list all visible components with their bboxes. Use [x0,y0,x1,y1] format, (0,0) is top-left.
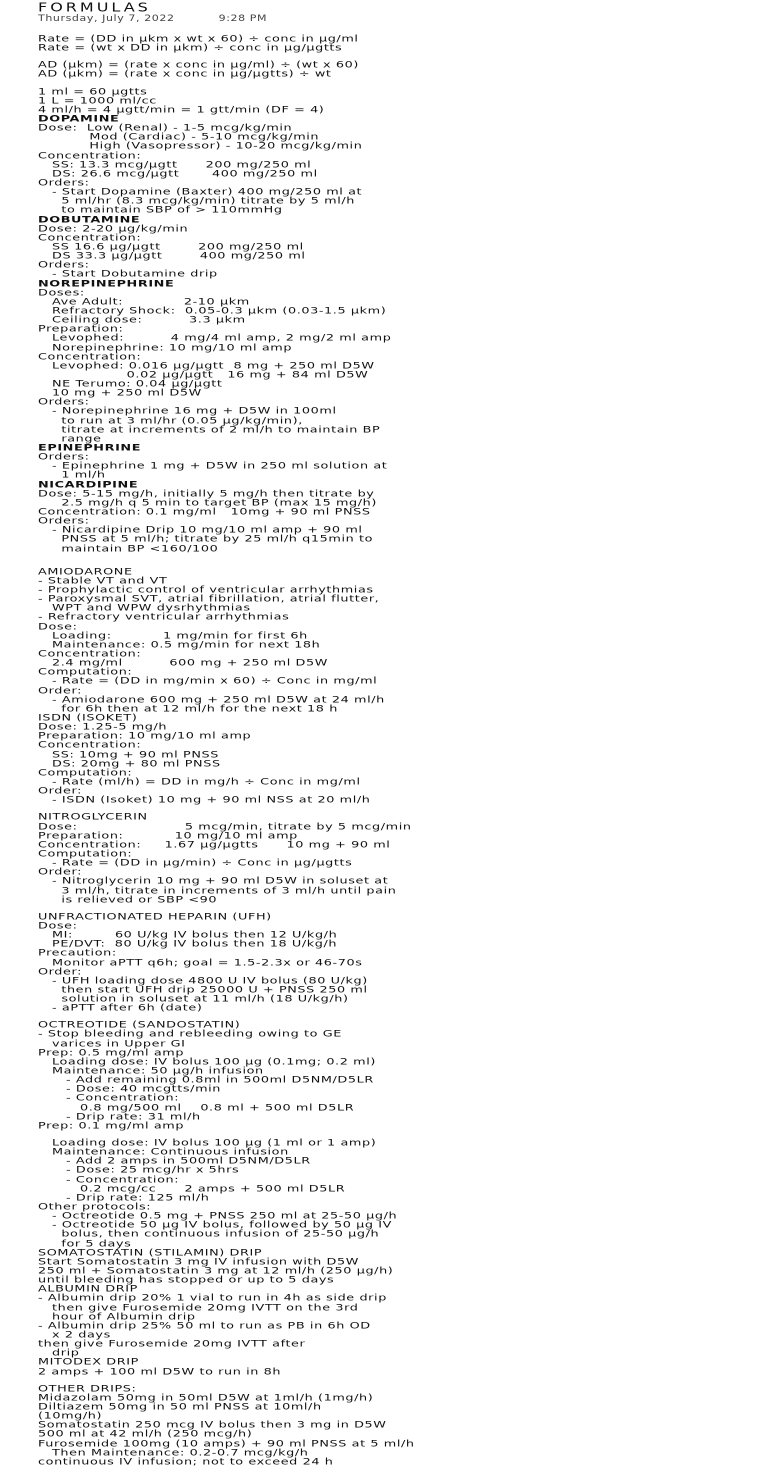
note-line: 3 ml/h, titrate in increments of 3 ml/h until pain [38,885,397,896]
note-line: Concentration: [38,232,142,243]
note-line: Order: [38,685,83,696]
note-line: bolus, then continuous infusion of 25-50 μg/h [38,1229,380,1240]
note-line: - Stop bleeding and rebleeding owing to GE [38,1029,342,1040]
note-line: AMIODARONE [38,566,133,577]
note-line: Orders: [38,177,90,189]
note-line: Computation: [38,848,133,860]
note-line: Order: [38,867,83,878]
note-line: - Amiodarone 600 mg + 250 ml D5W at 24 ml/h [38,694,385,705]
note-line: (10mg/h) [38,1411,103,1422]
note-line: - Drip rate: 31 ml/h [38,1111,201,1122]
note-timestamp [38,14,740,24]
note-line: - Add 2 amps in 500ml D5NM/D5LR [38,1156,311,1167]
note-line: Then Maintenance: 0.2-0.7 mcg/kg/h [38,1447,309,1458]
note-line: - Rate = (DD in mg/min x 60) ÷ Conc in mg/ml [38,676,378,687]
note-line: 500 ml at 42 ml/h (250 mcg/h) [38,1429,253,1440]
note-title: FORMULAS [38,0,151,15]
note-line: Computation: [38,767,133,778]
note-line: Refractory Shock: 0.05-0.3 μkm (0.03-1.5 μkm) [38,305,387,317]
note-line: Maintenance: 50 μg/h infusion [38,1066,264,1077]
note-line: Dose: [38,621,78,632]
section-heading: EPINEPHRINE [38,443,142,454]
note-line: Rate = (wt x DD in μkm) ÷ conc in μg/μgtts [38,43,343,54]
note-line: SOMATOSTATIN (STILAMIN) DRIP [38,1247,263,1258]
note-line: then give Furosemide 20mg IVTT after [38,1339,306,1350]
note-line: 1 L = 1000 ml/cc [38,95,157,106]
note-line: - Drip rate: 125 ml/h [38,1192,210,1204]
note-line: Rate = (DD in μkm x wt x 60) ÷ conc in μg/ml [38,33,359,45]
note-line: AD (μkm) = (rate x conc in μg/ml) ÷ (wt x 60) [38,60,359,71]
note-line: - Epinephrine 1 mg + D5W in 250 ml solution at [38,461,388,472]
note-line: then give Furosemide 20mg IVTT on the 3rd [38,1302,359,1313]
note-line: Preparation: 10 mg/10 ml amp [38,731,252,742]
note-line: Furosemide 100mg (10 amps) + 90 ml PNSS at 5 ml/h [38,1438,415,1449]
note-line: - Start Dobutamine drip [38,269,218,280]
note-line: Orders: [38,516,90,527]
note-line: ALBUMIN DRIP [38,1284,138,1295]
note-line: solution in soluset at 11 ml/h (18 U/kg/h) [38,994,349,1005]
note-line: - Concentration: [38,1093,180,1104]
line-spacer [38,1378,740,1386]
note-line: - Start Dopamine (Baxter) 400 mg/250 ml at [38,187,363,198]
note-line: maintain BP <160/100 [38,543,219,554]
note-line: 2.4 mg/ml 600 mg + 250 ml D5W [38,658,328,669]
note-line: NE Terumo: 0.04 μg/μgtt [38,379,223,390]
note-line: - Albumin drip 25% 50 ml to run as PB in 6h OD [38,1320,371,1332]
note-line: - Nitroglycerin 10 mg + 90 ml D5W in soluset at [38,876,389,887]
note-line: Levophed: 4 mg/4 ml amp, 2 mg/2 ml amp [38,333,392,344]
note-line: 1 ml/h [38,470,106,481]
note-line: 0.02 μg/μgtt 16 mg + 84 ml D5W [38,369,369,381]
note-line: Loading dose: IV bolus 100 μg (0.1mg; 0.2 ml) [38,1056,376,1068]
note-line: AD (μkm) = (rate x conc in μg/μgtts) ÷ wt [38,69,332,80]
note-line: Other protocols: [38,1201,152,1213]
note-line: - Octreotide 50 μg IV bolus, followed by 50 μg IV [38,1220,393,1231]
note-line: drip [38,1348,80,1359]
note-line: Preparation: [38,324,124,335]
note-line: Concentration: [38,740,142,751]
note-line: - aPTT after 6h (date) [38,1003,203,1014]
note-line: Orders: [38,397,90,408]
note-line: - Add remaining 0.8ml in 500ml D5NM/D5LR [38,1075,374,1086]
note-line: continuous IV infusion; not to exceed 24 h [38,1456,334,1467]
note-line: - Prophylactic control of ventricular arrhythmias [38,584,374,596]
note-line: Midazolam 50mg in 50ml D5W at 1ml/h (1mg/h) [38,1392,374,1403]
note-line: titrate at increments of 2 ml/h to maintain BP [38,424,381,435]
note-line: to maintain SBP of > 110mmHg [38,205,283,216]
note-line: - Octreotide 0.5 mg + PNSS 250 ml at 25-50 μg/h [38,1211,398,1222]
note-line: Concentration: [38,648,142,660]
note-line: - Albumin drip 20% 1 vial to run in 4h as side drip [38,1293,387,1304]
note-time: 9:28 PM [218,13,268,24]
note-line: 2 amps + 100 ml D5W to run in 8h [38,1366,282,1377]
note-line: MI: 60 U/kg IV bolus then 12 U/kg/h [38,930,338,941]
note-line: hour of Albumin drip [38,1311,196,1322]
section-heading: DOBUTAMINE [38,214,141,225]
note-line: Dose: 5 mcg/min, titrate by 5 mcg/min [38,821,412,832]
note-line: is relieved or SBP <90 [38,894,218,905]
note-line: - Stable VT and VT [38,575,168,587]
note-line: Maintenance: 0.5 mg/min for next 18h [38,639,321,651]
note-line: Monitor aPTT q6h; goal = 1.5-2.3x or 46-70s [38,957,363,968]
note-line: Somatostatin 250 mcg IV bolus then 3 mg in D5W [38,1420,387,1431]
note-line: - Refractory ventricular arrhythmias [38,612,290,623]
section-heading: NOREPINEPHRINE [38,278,175,289]
note-line: UNFRACTIONATED HEPARIN (UFH) [38,911,272,922]
note-line: Concentration: 1.67 μg/μgtts 10 mg + 90 ml [38,839,391,850]
note-line: - UFH loading dose 4800 U IV bolus (80 U/kg) [38,975,368,986]
note-line: Mod (Cardiac) - 5-10 mcg/kg/min [38,132,320,143]
note-line: - Dose: 40 mcgtts/min [38,1084,222,1095]
note-line: Concentration: 0.1 mg/ml 10mg + 90 ml PNSS [38,506,371,518]
note-line: Ceiling dose: 3.3 μkm [38,315,246,326]
note-line: Loading dose: IV bolus 100 μg (1 ml or 1 amp) [38,1137,377,1149]
note-line: Order: [38,786,83,797]
note-line: 1 ml = 60 μgtts [38,86,148,97]
note-line: until bleeding has stopped or up to 5 days [38,1275,335,1286]
note-line: Loading: 1 mg/min for first 6h [38,630,308,641]
note-line: SS 16.6 μg/μgtt 200 mg/250 ml [38,241,304,253]
note-line: Orders: [38,260,90,271]
note-line: DS: 20mg + 80 ml PNSS [38,758,221,769]
note-line: Concentration: [38,351,142,362]
note-line: SS: 13.3 mcg/μgtt 200 mg/250 ml [38,159,312,170]
note-line: Dose: 5-15 mg/h, initially 5 mg/h then titrate by [38,488,375,499]
note-line: Precaution: [38,948,117,959]
note-line: Orders: [38,452,90,463]
note-line: Diltiazem 50mg in 50 ml PNSS at 10ml/h [38,1401,322,1413]
note-line: Dose: 1.25-5 mg/h [38,722,168,733]
note-line: NITROGLYCERIN [38,812,148,823]
note-date: Thursday, July 7, 2022 [38,13,175,24]
note-line: Computation: [38,667,133,678]
line-spacer [38,555,740,569]
section-heading: NICARDIPINE [38,479,139,490]
note-line: Preparation: 10 mg/10 ml amp [38,830,298,841]
note-line: Dose: [38,920,78,932]
note-line: WPT and WPW dysrhythmias [38,603,251,614]
note-line: Dose: Low (Renal) - 1-5 mcg/kg/min [38,123,293,134]
note-line: - Nicardipine Drip 10 mg/10 ml amp + 90 ml [38,525,363,536]
note-line: range [38,433,102,445]
note-line: 0.8 mg/500 ml 0.8 ml + 500 ml D5LR [38,1102,355,1113]
note-line: to run at 3 ml/hr (0.05 μg/kg/min), [38,415,303,426]
note-line: - ISDN (Isoket) 10 mg + 90 ml NSS at 20 ml/h [38,795,371,806]
note-line: varices in Upper GI [38,1038,186,1049]
note-line: 10 mg + 250 ml D5W [38,388,202,399]
note-line: Dose: 2-20 μg/kg/min [38,223,189,234]
note-line: - Concentration: [38,1174,180,1185]
note-line: Concentration: [38,150,142,161]
note-line: Maintenance: Continuous infusion [38,1147,289,1158]
note-line: Start Somatostatin 3 mg IV infusion with D5W [38,1256,359,1268]
note-line: Doses: [38,287,85,298]
note-line: - Paroxysmal SVT, atrial fibrillation, atrial flutter, [38,594,380,605]
section-heading: DOPAMINE [38,113,120,125]
note-line: for 5 days [38,1238,132,1249]
note-line: DS: 26.6 mcg/μgtt 400 mg/250 ml [38,168,318,179]
note-line: ISDN (ISOKET) [38,712,138,724]
note-line: - Rate = (DD in μg/min) ÷ Conc in μg/μgtts [38,858,353,869]
note-line: PNSS at 5 ml/h; titrate by 25 ml/h q15min to [38,534,374,545]
note-line: Prep: 0.1 mg/ml amp [38,1120,185,1132]
note-body [38,33,740,1468]
note-line: then start UFH drip 25000 U + PNSS 250 ml [38,984,368,996]
note-line: - Rate (ml/h) = DD in mg/h ÷ Conc in mg/ml [38,776,361,788]
note-line: Ave Adult: 2-10 μkm [38,296,250,307]
note-line: OTHER DRIPS: [38,1383,137,1394]
note-line: Prep: 0.5 mg/ml amp [38,1047,185,1058]
note-line: 5 ml/hr (8.3 mcg/kg/min) titrate by 5 ml/h [38,196,355,207]
note-line: High (Vasopressor) - 10-20 mcg/kg/min [38,141,363,152]
note-line: for 6h then at 12 ml/h for the next 18 h [38,703,338,715]
note-line: 4 ml/h = 4 μgtt/min = 1 gtt/min (DF = 4) [38,104,325,116]
note-line: SS: 10mg + 90 ml PNSS [38,749,219,760]
note-line: 250 ml + Somatostatin 3 mg at 12 ml/h (250 μg/h) [38,1265,394,1277]
note-line: 0.2 mcg/cc 2 amps + 500 ml D5LR [38,1183,346,1194]
note-line: x 2 days [38,1329,111,1341]
note-line: 2.5 mg/h q 5 min to target BP (max 15 mg/h) [38,497,377,509]
note-line: DS 33.3 μg/μgtt 400 mg/250 ml [38,251,306,262]
note-line: Levophed: 0.016 μg/μgtt 8 mg + 250 ml D5W [38,360,375,371]
note-line: PE/DVT: 80 U/kg IV bolus then 18 U/kg/h [38,939,338,950]
note-line: - Dose: 25 mcg/hr x 5hrs [38,1165,240,1176]
note-line: OCTREOTIDE (SANDOSTATIN) [38,1020,241,1031]
note-line: Order: [38,966,83,977]
note-line: MITODEX DRIP [38,1357,139,1368]
note-line: - Norepinephrine 16 mg + D5W in 100ml [38,406,337,417]
note-line: Norepinephrine: 10 mg/10 ml amp [38,342,293,353]
